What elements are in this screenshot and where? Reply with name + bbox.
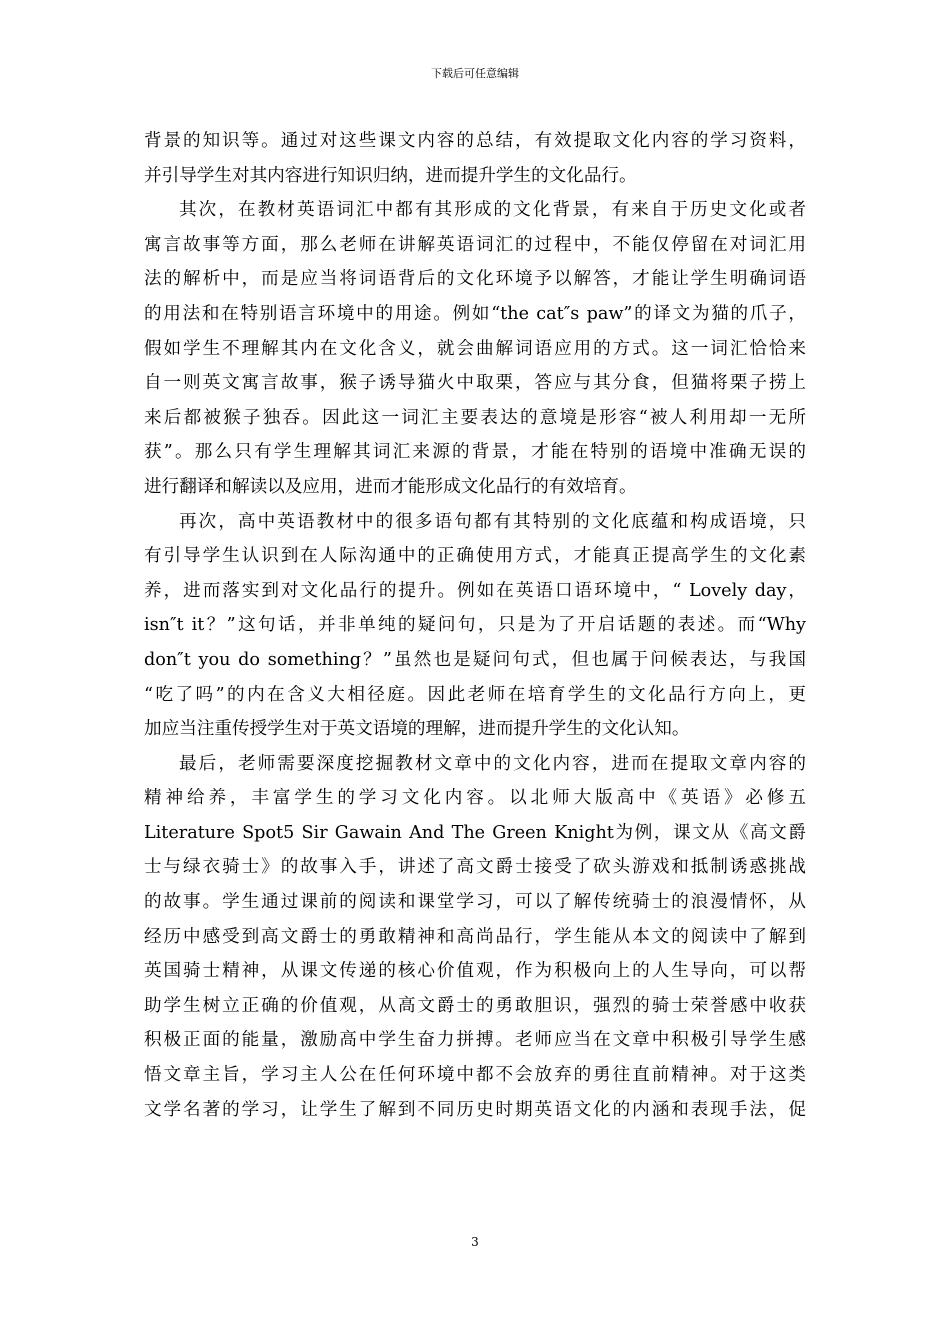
text-line: 养，进而落实到对文化品行的提升。例如在英语口语环境中，“ Lovely day， [144,580,806,601]
text-line: 士与绿衣骑士》的故事入手，讲述了高文爵士接受了砍头游戏和抵制诱惑挑战 [144,857,806,878]
text-line: 精神给养，丰富学生的学习文化内容。以北师大版高中《英语》必修五 [144,788,806,809]
text-line: 助学生树立正确的价值观，从高文爵士的勇敢胆识，强烈的骑士荣誉感中收获 [144,995,806,1016]
text-line: 背景的知识等。通过对这些课文内容的总结，有效提取文化内容的学习资料， [144,131,806,151]
text-line: 来后都被猴子独吞。因此这一词汇主要表达的意境是形容“被人利用却一无所 [144,407,806,428]
text-line: isn″t it？”这句话，并非单纯的疑问句，只是为了开启话题的表述。而“Why [144,615,806,636]
text-line: 进行翻译和解读以及应用，进而才能形成文化品行的有效培育。 [144,476,637,497]
text-line: 文学名著的学习，让学生了解到不同历史时期英语文化的内涵和表现手法，促 [144,1099,806,1120]
text-line: 获”。那么只有学生理解其词汇来源的背景，才能在特别的语境中准确无误的 [144,442,806,463]
text-line: 法的解析中，而是应当将词语背后的文化环境予以解答，才能让学生明确词语 [144,269,806,290]
text-line: 有引导学生认识到在人际沟通中的正确使用方式，才能真正提高学生的文化素 [144,546,806,567]
text-line: don″t you do something？”虽然也是疑问句式，但也属于问候表达，与我国 [144,649,806,670]
text-line: “吃了吗”的内在含义大相径庭。因此老师在培育学生的文化品行方向上，更 [144,684,806,705]
text-line: Literature Spot5 Sir Gawain And The Green Knight为例，课文从《高文爵 [144,822,806,843]
text-line: 其次，在教材英语词汇中都有其形成的文化背景，有来自于历史文化或者 [179,200,806,221]
text-line: 加应当注重传授学生对于英文语境的理解，进而提升学生的文化认知。 [144,719,690,740]
text-line: 寓言故事等方面，那么老师在讲解英语词汇的过程中，不能仅停留在对词汇用 [144,234,806,255]
text-line: 假如学生不理解其内在文化含义，就会曲解词语应用的方式。这一词汇恰恰来 [144,338,806,359]
paragraph-4 [144,747,806,1128]
page-number: 3 [471,1235,479,1249]
text-line: 的用法和在特别语言环境中的用途。例如“the cat″s paw”的译文为猫的爪子， [144,303,806,324]
paragraph-1 [144,124,806,193]
paragraph-3 [144,505,806,747]
text-line: 再次，高中英语教材中的很多语句都有其特别的文化底蕴和构成语境，只 [179,511,806,532]
text-line: 英国骑士精神，从课文传递的核心价值观，作为积极向上的人生导向，可以帮 [144,961,806,982]
text-line: 的故事。学生通过课前的阅读和课堂学习，可以了解传统骑士的浪漫情怀，从 [144,892,806,913]
paragraph-2 [144,193,806,504]
text-line: 最后，老师需要深度挖掘教材文章中的文化内容，进而在提取文章内容的 [179,753,806,774]
body-text [144,124,806,1127]
text-line: 积极正面的能量，激励高中学生奋力拼搏。老师应当在文章中积极引导学生感 [144,1030,806,1051]
page-header: 下载后可任意编辑 [431,67,519,80]
text-line: 经历中感受到高文爵士的勇敢精神和高尚品行，学生能从本文的阅读中了解到 [144,926,806,947]
text-line: 并引导学生对其内容进行知识归纳，进而提升学生的文化品行。 [144,165,637,186]
text-line: 悟文章主旨，学习主人公在任何环境中都不会放弃的勇往直前精神。对于这类 [144,1065,806,1086]
text-line: 自一则英文寓言故事，猴子诱导猫火中取栗，答应与其分食，但猫将栗子捞上 [144,373,806,394]
